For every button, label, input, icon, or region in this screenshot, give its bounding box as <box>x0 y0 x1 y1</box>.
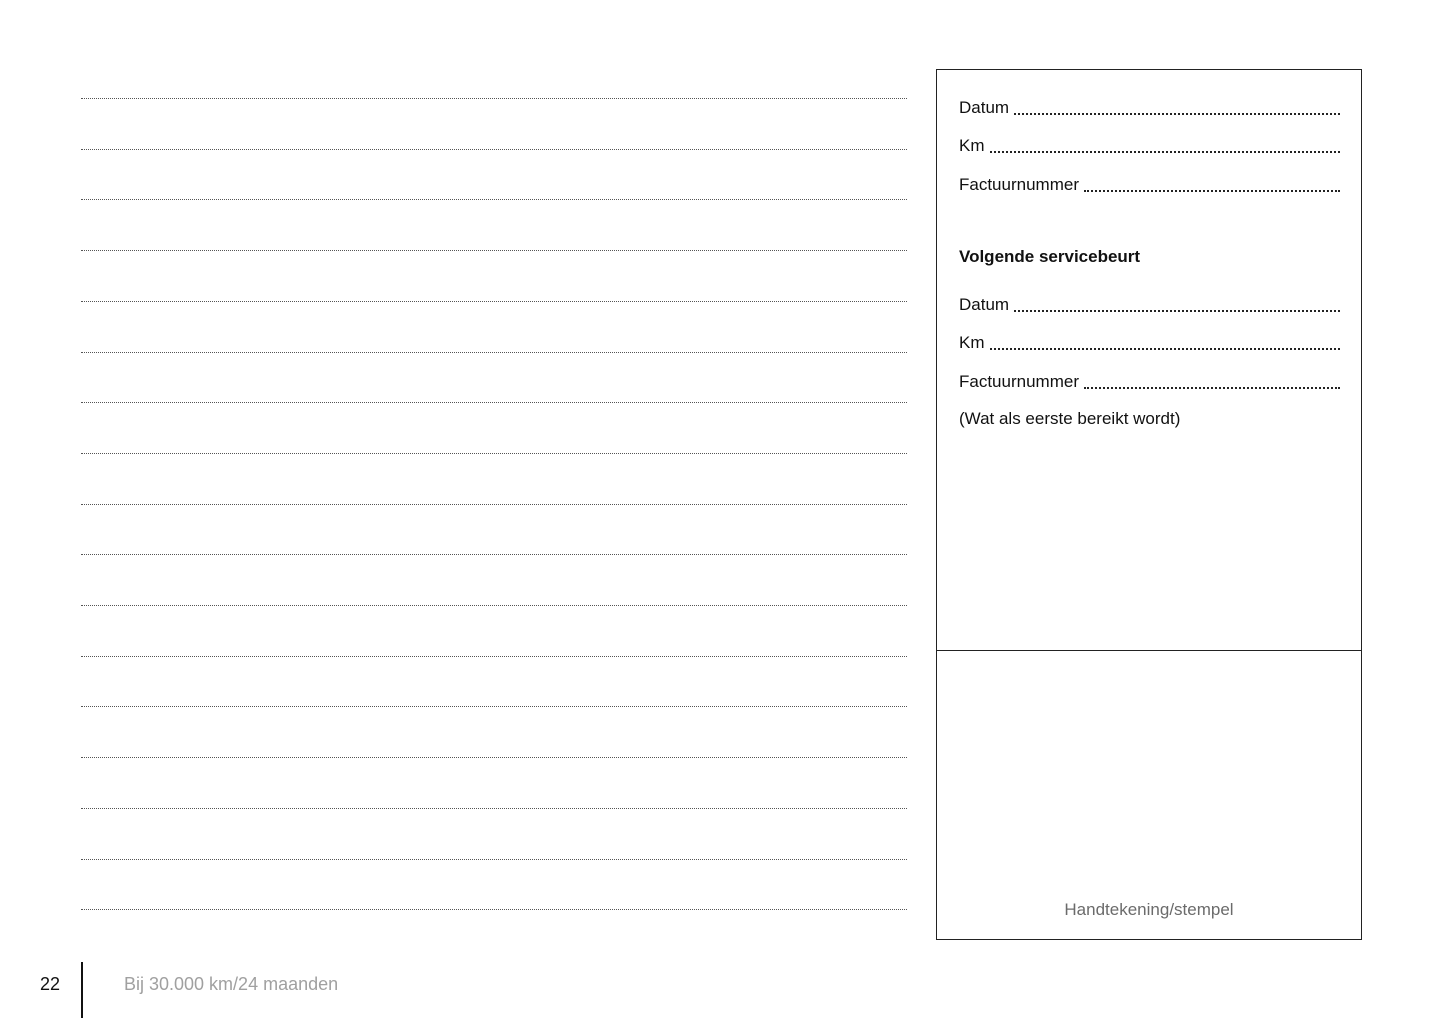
service-record-box <box>936 69 1362 940</box>
next-service-heading: Volgende servicebeurt <box>959 247 1141 266</box>
next-date-label: Datum <box>959 295 1010 314</box>
next-date-fill-line[interactable] <box>1014 310 1340 312</box>
invoice-number-field[interactable] <box>959 173 1340 195</box>
page-number: 22 <box>40 974 61 994</box>
next-km-field[interactable] <box>959 331 1340 353</box>
note-line[interactable] <box>81 909 907 910</box>
note-line[interactable] <box>81 301 907 302</box>
note-line[interactable] <box>81 402 907 403</box>
km-label: Km <box>959 136 985 155</box>
note-line[interactable] <box>81 98 907 99</box>
note-line[interactable] <box>81 250 907 251</box>
invoice-number-label: Factuurnummer <box>959 175 1079 194</box>
note-line[interactable] <box>81 656 907 657</box>
date-field[interactable] <box>959 96 1340 118</box>
note-line[interactable] <box>81 453 907 454</box>
signature-stamp-caption: Handtekening/stempel <box>1064 900 1234 919</box>
note-line[interactable] <box>81 199 907 200</box>
note-line[interactable] <box>81 504 907 505</box>
note-line[interactable] <box>81 808 907 809</box>
whichever-first-note: (Wat als eerste bereikt wordt) <box>959 409 1181 428</box>
next-km-label: Km <box>959 333 985 352</box>
next-invoice-number-fill-line[interactable] <box>1084 387 1340 389</box>
note-line[interactable] <box>81 859 907 860</box>
section-title: Bij 30.000 km/24 maanden <box>124 974 339 994</box>
box-divider <box>937 650 1361 651</box>
note-line[interactable] <box>81 605 907 606</box>
footer-divider <box>81 962 83 1018</box>
note-line[interactable] <box>81 706 907 707</box>
next-invoice-number-label: Factuurnummer <box>959 372 1079 391</box>
km-field[interactable] <box>959 134 1340 156</box>
km-fill-line[interactable] <box>990 151 1341 153</box>
date-label: Datum <box>959 98 1010 117</box>
date-fill-line[interactable] <box>1014 113 1340 115</box>
next-km-fill-line[interactable] <box>990 348 1341 350</box>
note-line[interactable] <box>81 149 907 150</box>
note-line[interactable] <box>81 757 907 758</box>
note-line[interactable] <box>81 352 907 353</box>
invoice-number-fill-line[interactable] <box>1084 190 1340 192</box>
next-date-field[interactable] <box>959 293 1340 315</box>
note-line[interactable] <box>81 554 907 555</box>
next-invoice-number-field[interactable] <box>959 370 1340 392</box>
